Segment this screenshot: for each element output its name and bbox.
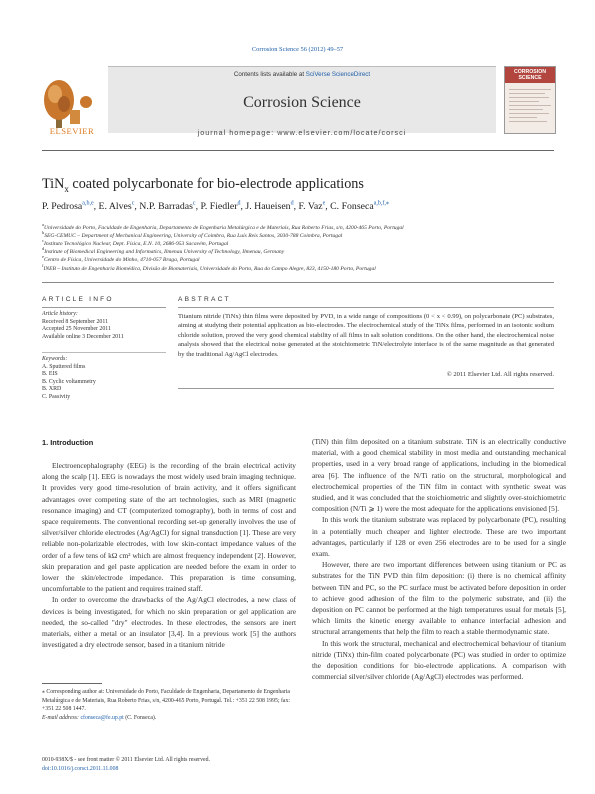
keywords-label: Keywords: [42,356,68,362]
doi-link[interactable]: doi:10.1016/j.corsci.2011.11.008 [42,765,119,772]
title-part: coated polycarbonate for bio-electrode applications [68,176,364,192]
corresponding-author-note: ⁎ Corresponding author at: Universidade do Porto, Faculdade de Engenharia, Departamento de Engenharia Metalúrgica e de Materiais, Rua Roberto Frias, s/n, 4200-465 Porto, Portugal. Tel.: +351 22 508 1995; fax: +351 22 508 1447. [42,689,291,713]
abstract-rule [178,307,554,308]
cover-line [509,117,537,118]
body-paragraph: In order to overcome the drawbacks of the Ag/AgCl electrodes, a new class of devices is being investigated, for which no skin preparation or gel application are needed, the so-called "dry" electrodes. In these electrodes, the sensors are inert materials, either a metal or an insulator [3,4]. In a previous work [5] the authors investigated a dry electrode sensor, based in a titanium nitride [42,595,296,650]
body-paragraph: In this work the structural, mechanical and electrochemical behaviour of titanium nitride (TiNx) thin-film coated polycarbonate (PC) was studied in order to optimize the deposition conditions for bio-electrode applications. A comparison with commercial silver/silver chloride (Ag/AgCl) electrodes was performed. [312,638,566,682]
author-separator: , [325,201,331,213]
affiliation [42,254,562,263]
email-link[interactable]: cfonseca@fe.up.pt [80,714,124,721]
author-name: F. Vaz [298,201,323,213]
author-list [42,200,562,212]
abstract-text: Titanium nitride (TiNx) thin films were deposited by PVD, in a wide range of compositions (0 < x < 0.99), on polycarbonate (PC) substrates, aiming at studying their potential application as bio-electrodes. The electrochemical study of the TiNx films, performed in an isotonic sodium chloride solution, proved the very good chemical stability of all films in salt solution conditions. On the other hand, the electrochemical noise analysis showed that the electrical noise generated at the stoichiometric TiN/electrolyte interface is of the same magnitude as that generated by the traditional Ag/AgCl electrodes. [178,313,554,358]
contents-availability [108,71,496,78]
affiliation-text: Institute of Biomedical Engineering and Informatics, Ilmenau University of Technology, Ilmenau, Germany [44,248,285,255]
author-name: E. Alves [98,201,132,213]
article-info-heading: ARTICLE INFO [42,296,114,303]
title-subscript: x [64,183,69,194]
article-info-separator [42,352,166,353]
affiliation-text: Instituto Tecnológico Nuclear, Dept. Física, E.N. 10, 2686-953 Sacavém, Portugal [43,240,229,247]
cover-line [509,109,543,110]
author-affiliation-marks[interactable]: d [290,201,294,207]
author-separator: , [195,201,201,213]
keywords [42,356,166,402]
keyword: A. Sputtered films [42,363,86,370]
author [298,201,330,212]
article-title [42,176,562,194]
masthead-banner [108,66,496,133]
affiliation-text: Universidade do Porto, Faculdade de Engenharia, Departamento de Engenharia Metalúrgica e de Materiais, Rua Roberto Frias, s/n, 4200-465 Porto, Portugal [43,224,404,231]
author-name: P. Fiedler [200,201,238,213]
masthead-divider [42,150,554,151]
cover-line [509,89,551,90]
author-name: C. Fonseca [330,201,374,213]
author-separator: , [134,201,140,213]
page-footer [42,756,302,773]
author [99,201,140,212]
keyword: B. XRD [42,386,62,393]
affiliation-text: Centro de Física, Universidade do Minho, 4710-057 Braga, Portugal [43,256,200,263]
author-affiliation-marks[interactable]: a,b,f,⁎ [373,201,389,207]
affiliation-mark: a [42,222,44,227]
cover-line [509,105,551,106]
cover-line [509,113,549,114]
body-paragraph: In this work the titanium substrate was replaced by polycarbonate (PC), resulting in a potentially much cheaper and lighter electrode. These are two important advantages, particularly if 128 or even 256 electrodes are to be used for a single exam. [312,515,566,559]
history-item: Received 8 September 2011 [42,318,109,325]
affiliation-text: INEB – Instituto de Engenharia Biomédica, Divisão de Biomateriais, Universidade do Porto, Rua do Campo Alegre, 823, 4150-180 Porto, Portugal [43,265,376,272]
author-affiliation-marks[interactable]: e [322,201,326,207]
cover-line [509,97,549,98]
author-affiliation-marks[interactable]: a,b,e [82,201,94,207]
author-name: N.P. Barradas [139,201,193,213]
author-separator: , [293,201,299,213]
journal-reference[interactable]: Corrosion Science 56 (2012) 49–57 [251,46,344,53]
author-affiliation-marks[interactable]: c [131,201,135,207]
author-separator: , [93,201,99,213]
cover-line [509,121,547,122]
author [139,201,200,212]
abstract-heading: ABSTRACT [178,296,231,303]
cover-title: CORROSION SCIENCE [514,69,546,81]
elsevier-logo[interactable] [42,70,102,140]
footnote [42,688,296,722]
email-note [42,714,296,723]
contents-prefix: Contents lists available at [233,71,306,78]
copyright-notice: © 2011 Elsevier Ltd. All rights reserved. [446,371,554,378]
keyword: B. Cyclic voltammetry [42,378,96,385]
body-paragraph: However, there are two important differences between using titanium or PC as substrates for the TiN PVD thin film deposition: (i) there is no chemical affinity between TiN and PC, so the PC surface must be activated before deposition in order to achieve good adhesion of the film to the polymeric substrate, and (ii) the deposition on PC cannot be performed at the high temperatures usual for metals [5], which limits the kinetic energy available to enhance interfacial adhesion and structural arrangements that help the film to reach a stable thermodynamic state. [312,560,566,637]
affiliation-mark: c [42,238,44,243]
affiliation [42,263,562,272]
body-paragraph: Electroencephalography (EEG) is the recording of the brain electrical activity along the scalp [1]. EEG is nowadays the most widely used brain imaging technique. It provides very good time-resolution of brain activity, and it offers significant advantages over competing state of the art technologies, such as MRI (magnetic resonance imaging) and CT (computerized tomography), both in terms of cost and space requirements. The conventional recording set-up generally involves the use of silver/silver chloride electrodes (Ag/AgCl) for signal transduction [1]. These are very reliable non-polarizable electrodes, with low skin-contact impedance values of the order of a few tens of kΩ cm² which are almost frequency independent [2]. However, skin preparation and gel paste application are needed before the exam in order to lower the skin/electrode impedance. This preparation is time consuming, uncomfortable to the patient and requires trained staff. [42,461,296,594]
history-item: Available online 3 December 2011 [42,333,124,340]
article-history [42,311,166,341]
author-affiliation-marks[interactable]: c [192,201,196,207]
affiliation-mark: f [42,263,44,268]
author [245,201,298,212]
affiliation-mark: e [42,254,44,259]
history-item: Accepted 25 November 2011 [42,326,111,333]
header-divider [42,282,554,283]
email-label: E-mail address: [42,714,81,721]
cover-line [509,93,545,94]
footnote-rule [42,683,102,684]
journal-masthead [42,66,554,144]
body-column-left [42,460,296,650]
journal-homepage[interactable]: journal homepage: www.elsevier.com/locate/corsci [197,128,407,137]
author-separator: , [240,201,246,213]
author [42,201,99,212]
cover-line [509,101,539,102]
history-label: Article history: [42,311,78,317]
author-name: J. Haueisen [245,201,291,213]
affiliation-text: SEG-CEMUC – Department of Mechanical Engineering, University of Coimbra, Rua Luís Reis Santos, 3030-788 Coimbra, Portugal [44,232,343,239]
author [330,201,389,212]
title-part: TiN [42,176,65,192]
email-tail: (C. Fonseca). [123,714,157,721]
affiliation-mark: d [42,246,45,251]
section-heading-introduction: 1. Introduction [42,438,94,447]
journal-cover-thumbnail[interactable] [504,66,556,134]
author-name: P. Pedrosa [42,201,83,213]
keyword: B. EIS [42,371,58,378]
author [200,201,245,212]
author-affiliation-marks[interactable]: d [237,201,241,207]
front-matter-line: 0010-938X/$ - see front matter © 2011 Elsevier Ltd. All rights reserved. [42,757,210,763]
keyword: C. Passivity [42,393,71,400]
article-info-rule [42,307,166,308]
body-column-right [312,436,566,682]
body-paragraph: (TiN) thin film deposited on a titanium substrate. TiN is an electrically conductive material, with a good chemical stability in most media and outstanding mechanical properties, used in a very broad range of applications, including in the biomedical area [6]. The influence of the N/Ti ratio on the structural, morphological and electrochemical properties of the TiN film in contact with synthetic sweat was studied, and it was concluded that the stoichiometric and slightly over-stoichiometric composition (N/Ti ⩾ 1) were the most adequate for the applications envisioned [5]. [312,437,566,514]
journal-title: Corrosion Science [243,94,361,111]
affiliation-mark: b [42,230,45,235]
sciencedirect-link[interactable]: SciVerse ScienceDirect [305,71,371,78]
publisher-wordmark: ELSEVIER [49,126,95,136]
abstract-bottom-rule [178,388,554,389]
